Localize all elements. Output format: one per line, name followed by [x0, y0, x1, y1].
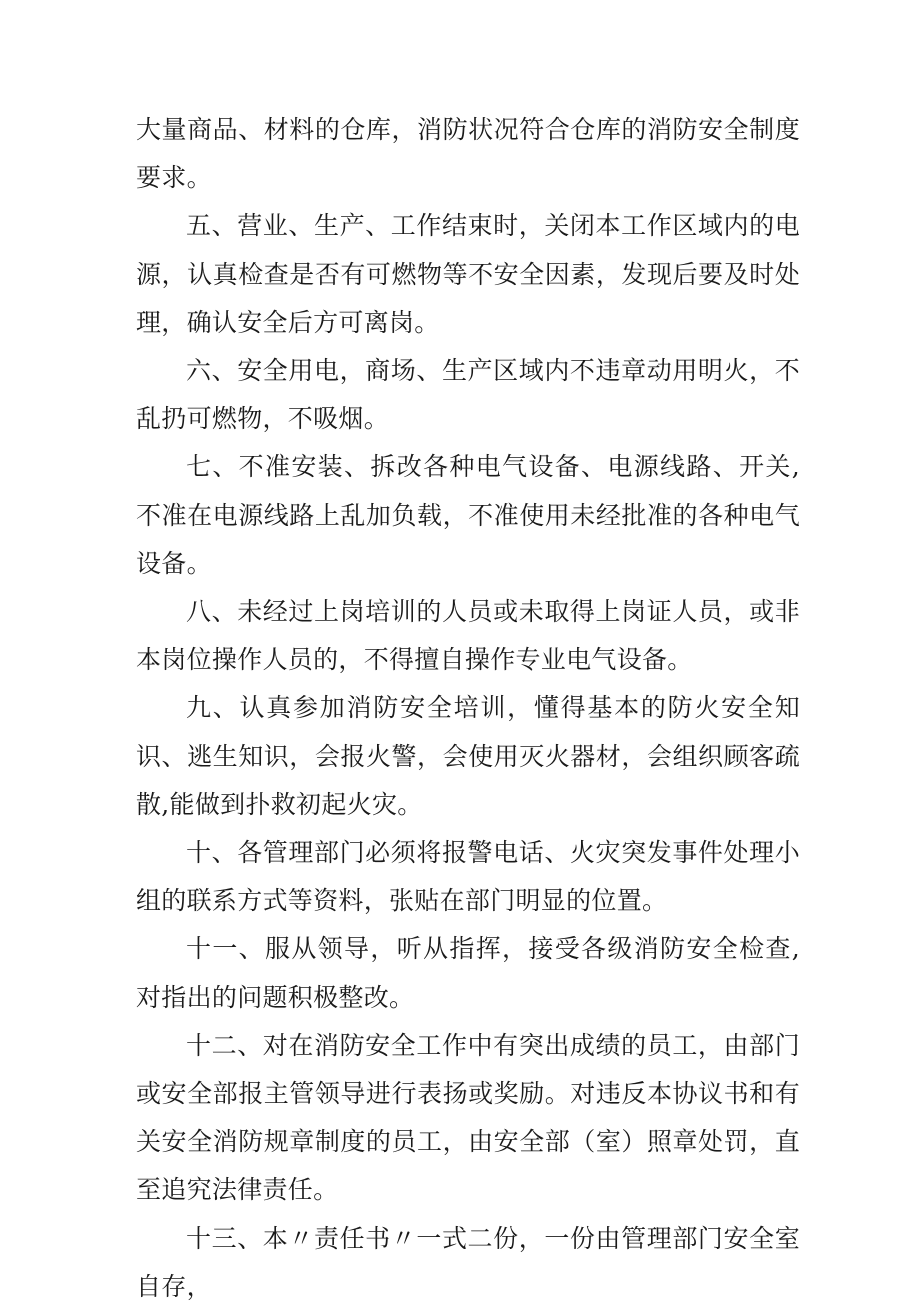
paragraph-clause-9: 九、认真参加消防安全培训，懂得基本的防火安全知识、逃生知识，会报火警，会使用灭火器材，会组织顾客疏散,能做到扑救初起火灾。 [136, 693, 800, 819]
paragraph-warehouse-clause: 大量商品、材料的仓库，消防状况符合仓库的消防安全制度要求。 [136, 115, 800, 193]
paragraph-clause-5: 五、营业、生产、工作结束时，关闭本工作区域内的电源，认真检查是否有可燃物等不安全因素，发现后要及时处理，确认安全后方可离岗。 [136, 211, 800, 337]
paragraph-clause-6: 六、安全用电，商场、生产区域内不违章动用明火，不乱扔可燃物，不吸烟。 [136, 356, 800, 434]
paragraph-clause-7: 七、不准安装、拆改各种电气设备、电源线路、开关,不准在电源线路上乱加负载，不准使用未经批准的各种电气设备。 [136, 452, 800, 578]
paragraph-clause-12: 十二、对在消防安全工作中有突出成绩的员工，由部门或安全部报主管领导进行表扬或奖励。对违反本协议书和有关安全消防规章制度的员工，由安全部（室）照章处罚，直至追究法律责任。 [136, 1030, 800, 1205]
paragraph-clause-8: 八、未经过上岗培训的人员或未取得上岗证人员，或非本岗位操作人员的，不得擅自操作专业电气设备。 [136, 597, 800, 675]
paragraph-clause-11: 十一、服从领导，听从指挥，接受各级消防安全检查,对指出的问题积极整改。 [136, 934, 800, 1012]
paragraph-clause-10: 十、各管理部门必须将报警电话、火灾突发事件处理小组的联系方式等资料，张贴在部门明显的位置。 [136, 838, 800, 916]
paragraph-clause-13: 十三、本〃责任书〃一式二份，一份由管理部门安全室自存， [136, 1223, 800, 1301]
document-body [136, 106, 800, 1311]
